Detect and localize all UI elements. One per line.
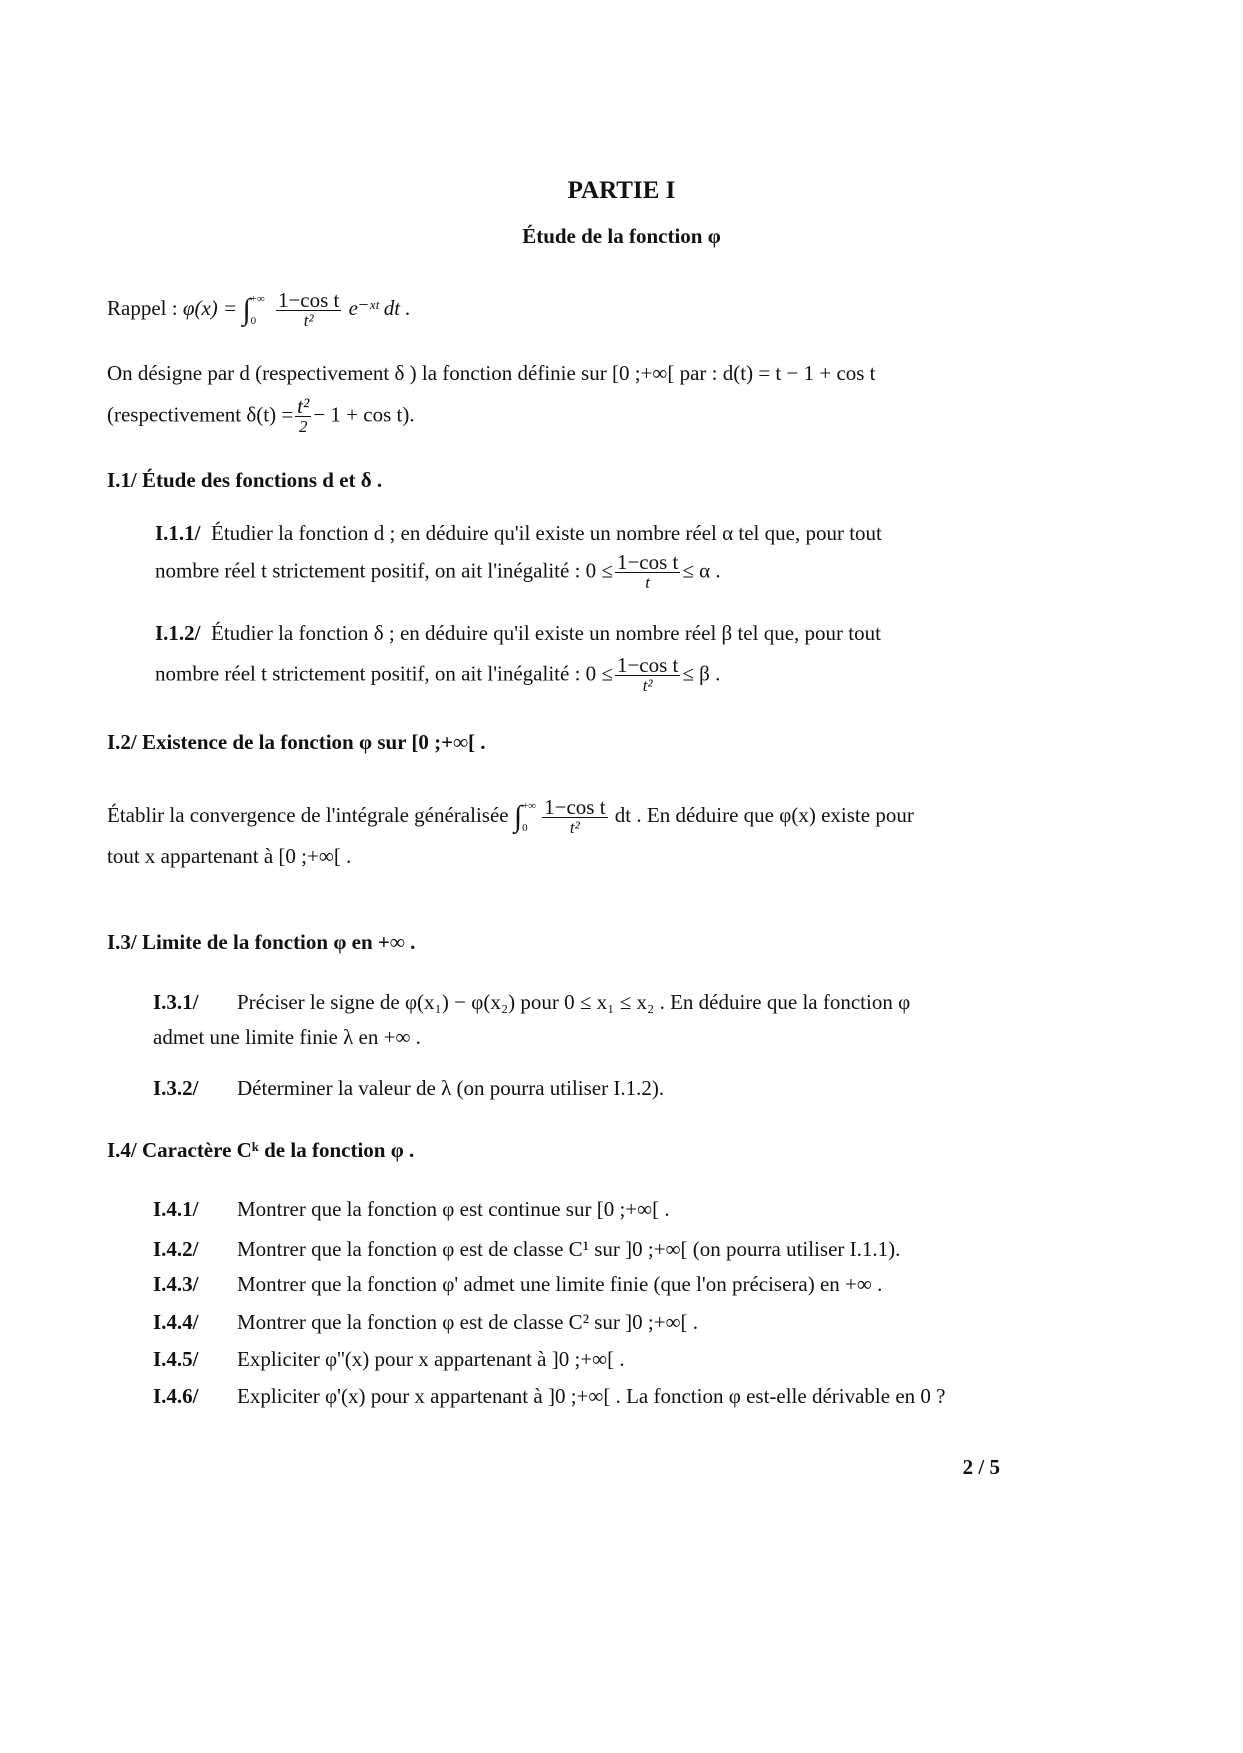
question-1-4-2: I.4.2/ Montrer que la fonction φ est de classe C¹ sur ]0 ;+∞[ (on pourra utiliser I.1.1). xyxy=(153,1237,901,1261)
page-title: PARTIE I xyxy=(567,177,676,204)
question-1-4-5: I.4.5/ Expliciter φ''(x) pour x appartenant à ]0 ;+∞[ . xyxy=(153,1347,625,1371)
integral-sign: ∫ xyxy=(242,293,251,326)
question-1-1-2-line2: nombre réel t strictement positif, on ait l'inégalité : 0 ≤ 1−cos t t² ≤ β . xyxy=(155,653,721,695)
rappel-formula xyxy=(107,288,411,332)
formula-tail: e⁻ˣᵗ dt . xyxy=(348,295,411,320)
question-1-1-1: I.1.1/ Étudier la fonction d ; en déduire qu'il existe un nombre réel α tel que, pour tout xyxy=(155,521,882,545)
question-1-4-3: I.4.3/ Montrer que la fonction φ' admet une limite finie (que l'on précisera) en +∞ . xyxy=(153,1272,883,1296)
section-heading-1-4: I.4/ Caractère Cᵏ de la fonction φ . xyxy=(107,1138,415,1162)
question-1-4-6: I.4.6/ Expliciter φ'(x) pour x appartenant à ]0 ;+∞[ . La fonction φ est-elle dérivable en 0 ? xyxy=(153,1384,946,1408)
question-1-3-1: I.3.1/ Préciser le signe de φ(x₁) − φ(x₂) pour 0 ≤ x₁ ≤ x₂ . En déduire que la fonction φ xyxy=(153,990,911,1014)
fraction: 1−cos t t² xyxy=(277,287,340,330)
question-1-1-2: I.1.2/ Étudier la fonction δ ; en déduire qu'il existe un nombre réel β tel que, pour tout xyxy=(155,621,881,645)
section-heading-1-1: I.1/ Étude des fonctions d et δ . xyxy=(107,468,383,492)
page-number: 2 / 5 xyxy=(962,1455,1000,1479)
question-1-1-1-line2: nombre réel t strictement positif, on ait l'inégalité : 0 ≤ 1−cos t t ≤ α . xyxy=(155,550,721,592)
section-1-2-line2: tout x appartenant à [0 ;+∞[ . xyxy=(107,844,352,868)
formula-lhs: φ(x) = xyxy=(182,295,238,320)
section-1-2-line1: Établir la convergence de l'intégrale généralisée ∫ +∞ 0 1−cos t t² dt . En déduire que φ(x) existe pour xyxy=(107,794,914,837)
page-subtitle: Étude de la fonction φ xyxy=(522,224,721,248)
definition-line-1: On désigne par d (respectivement δ ) la fonction définie sur [0 ;+∞[ par : d(t) = t − 1 + cos t xyxy=(107,361,876,385)
question-1-4-1: I.4.1/ Montrer que la fonction φ est continue sur [0 ;+∞[ . xyxy=(153,1197,670,1221)
section-heading-1-2: I.2/ Existence de la fonction φ sur [0 ;+∞[ . xyxy=(107,730,486,754)
rappel-label: Rappel : xyxy=(107,295,178,320)
question-1-3-2: I.3.2/ Déterminer la valeur de λ (on pourra utiliser I.1.2). xyxy=(153,1076,665,1100)
section-heading-1-3: I.3/ Limite de la fonction φ en +∞ . xyxy=(107,930,416,954)
integral-limits: +∞ 0 xyxy=(250,293,265,327)
question-1-3-1-line2: admet une limite finie λ en +∞ . xyxy=(153,1025,421,1049)
definition-line-2: (respectivement δ(t) = t² 2 − 1 + cos t). xyxy=(107,394,415,436)
question-1-4-4: I.4.4/ Montrer que la fonction φ est de classe C² sur ]0 ;+∞[ . xyxy=(153,1310,699,1334)
